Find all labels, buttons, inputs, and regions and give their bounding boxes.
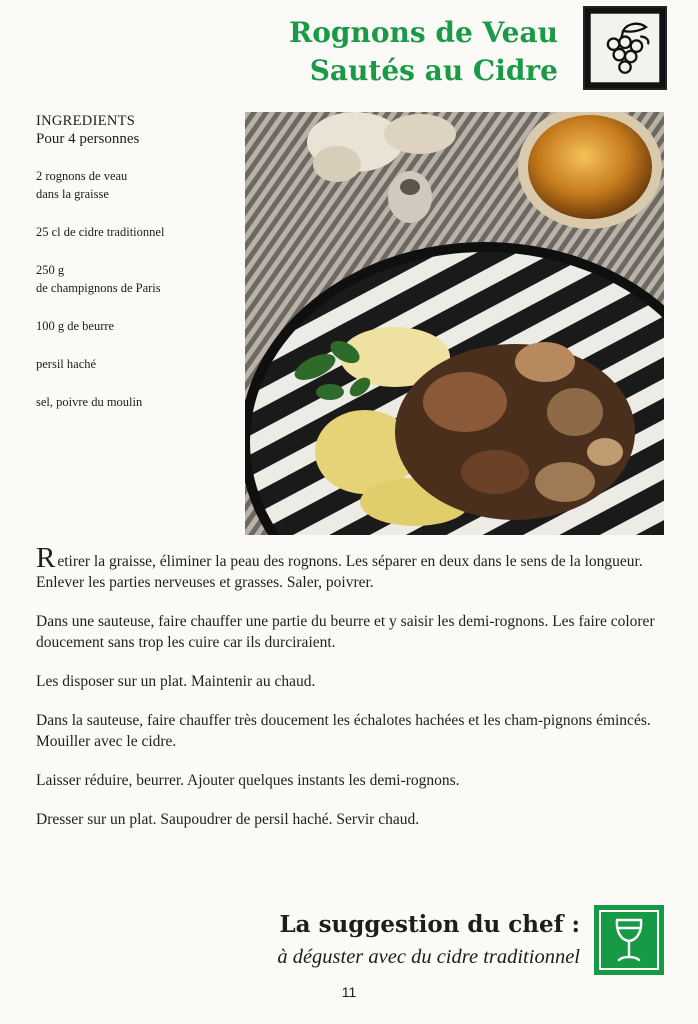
ingredient-item: sel, poivre du moulin [36,395,143,409]
instruction-paragraph [36,542,666,593]
recipe-title-line-1: Rognons de Veau [288,16,558,49]
ingredient-item: persil haché [36,357,97,371]
suggestion-text: à déguster avec du cidre traditionnel [277,946,580,968]
page-number: 11 [341,984,357,1000]
dish-photo [245,112,664,535]
wine-glass-icon [594,905,664,975]
instruction-paragraph: Dans la sauteuse, faire chauffer très doucement les échalotes hachées et les cham-pignons émincés. Mouiller avec le cidre. [36,712,651,750]
suggestion-title: La suggestion du chef : [279,911,580,938]
ingredient-item: 2 rognons de veau dans la graisse [36,169,128,201]
ingredient-item: 250 g de champignons de Paris [36,263,161,295]
ingredients-panel [36,112,231,431]
instruction-paragraph: Dans une sauteuse, faire chauffer une partie du beurre et y saisir les demi-rognons. Les faire colorer doucement sans trop les cuire car ils durciraient. [36,613,655,651]
recipe-title-line-2: Sautés au Cidre [309,54,558,87]
ingredient-item: 100 g de beurre [36,319,115,333]
ingredient-item: 25 cl de cidre traditionnel [36,225,165,239]
instruction-paragraph: Laisser réduire, beurrer. Ajouter quelques instants les demi-rognons. [36,772,460,789]
instructions [36,542,666,848]
grapes-icon [583,6,667,90]
recipe-title [289,14,558,90]
servings-label: Pour 4 personnes [36,131,140,147]
drop-cap: R [36,542,56,574]
instruction-paragraph: Les disposer sur un plat. Maintenir au chaud. [36,673,316,690]
ingredients-heading: INGREDIENTS [36,113,136,129]
instruction-paragraph: Dresser sur un plat. Saupoudrer de persil haché. Servir chaud. [36,811,420,828]
instruction-text: etirer la graisse, éliminer la peau des rognons. Les séparer en deux dans le sens de la longueur. Enlever les parties nerveuses et grasses. Saler, poivrer. [36,553,643,591]
chef-suggestion [277,908,580,972]
